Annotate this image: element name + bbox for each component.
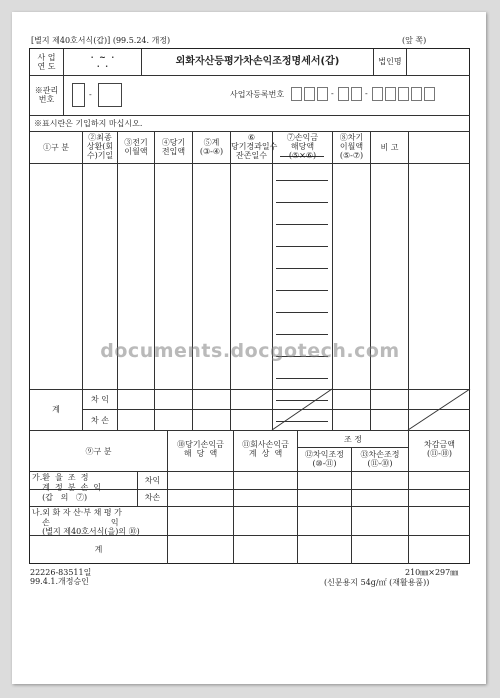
business-reg-number-label: 사업자등록번호 [230, 90, 285, 99]
t2-col-loss-adjust: ⑬차손조정 (⑪-⑩) [360, 450, 400, 469]
profit-row-label: 차 익 [91, 395, 109, 404]
col-header-remarks: 비 고 [380, 143, 399, 152]
business-year-label: 사 업 연 도 [37, 53, 56, 72]
col-header-category: ①구 분 [43, 143, 69, 152]
col-header-profit-loss-amount: ⑦손익금 해당액 (⑤×⑥) [286, 133, 319, 161]
row-exchange-profit-label: 차익 [144, 476, 161, 485]
form-number: [별지 제40호서식(갑)] (99.5.24. 개정) [31, 36, 171, 45]
col-header-maturity-date: ②최종 상환(회 수)기일 [86, 133, 114, 161]
form-page: [별지 제40호서식(갑)] (99.5.24. 개정) (앞 쪽) 사 업 연 도 · ~ · · · 외화자산등평가차손익조정명세서(갑) 법인명 ※관리 번호 - 사업자등록번호 - - ※표시란은 기입하지 마십시오. ①구 분 ②최종 상환(회 수)기일 ③전기 이월액 ④당기 전입액 ⑤계 (③-④) ⑥ 당기경과일수 잔존일수 ⑦손익금 해당액 (⑤×⑥) ⑧차기 이월액 (⑤-⑦) 비 고 계 차 익 차 손 ⑨구 분 ⑩당기손익금 해 당 액 ⑪회사손익금 계 상 액 조 정 ⑫차익조정 (⑩-⑪) ⑬차손조정 (⑪-⑩) 차감금액 (⑪-⑩) 가.환 율 조 정 계 정 분 손 익 (갑 의 ⑦) 차익 차손 나.외 화 자 산·부 채 평 가 손 익 (별지 제40호서식(을)의 ⑩) 계 22226-83511일 99.4.1.개정승인 210㎜×297㎜ (신문용지 54g/㎡ (재활용품)) [12, 12, 486, 684]
col-header-next-carryover: ⑧차기 이월액 (⑤-⑦) [339, 133, 364, 161]
t2-col-profit-adjust: ⑫차익조정 (⑩-⑪) [305, 450, 344, 469]
t2-col-book-amount: ⑪회사손익금 계 상 액 [242, 440, 289, 459]
t2-col-adjustment: 조 정 [344, 435, 362, 444]
row-exchange-loss-label: 차손 [144, 493, 161, 502]
business-year-value[interactable]: · ~ · · · [90, 52, 115, 72]
page-side: (앞 쪽) [402, 36, 427, 45]
form-title: 외화자산등평가차손익조정명세서(갑) [175, 56, 340, 67]
footer-approval: 22226-83511일 99.4.1.개정승인 [30, 568, 92, 587]
loss-row-label: 차 손 [91, 416, 109, 425]
instruction-note: ※표시란은 기입하지 마십시오. [34, 119, 143, 128]
row-exchange-adjustment-label: 가.환 율 조 정 계 정 분 손 익 (갑 의 ⑦) [32, 473, 102, 502]
t2-col-net-amount: 차감금액 (⑪-⑩) [424, 440, 455, 459]
management-number-label: ※관리 번호 [34, 86, 59, 105]
t2-col-current-amount: ⑩당기손익금 해 당 액 [177, 440, 224, 459]
footer-paper-spec: (신문용지 54g/㎡ (재활용품)) [324, 578, 430, 587]
footer-paper-size: 210㎜×297㎜ [405, 568, 459, 577]
t2-col-category: ⑨구 분 [85, 447, 112, 456]
t2-total-label: 계 [94, 545, 103, 554]
col-header-current-transfer: ④당기 전입액 [161, 138, 186, 157]
col-header-sum: ⑤계 (③-④) [199, 138, 224, 157]
col-header-prior-carryover: ③전기 이월액 [124, 138, 148, 157]
total-row-label: 계 [52, 405, 60, 414]
col-header-elapsed-days: ⑥ 당기경과일수 잔존일수 [231, 133, 278, 161]
business-reg-number-field[interactable]: - - [291, 87, 471, 101]
row-foreign-assets-label: 나.외 화 자 산·부 채 평 가 손 익 (별지 제40호서식(을)의 ⑩) [32, 508, 140, 537]
watermark-text: documents.docgotech.com [100, 340, 400, 362]
corp-name-label: 법인명 [378, 57, 402, 66]
